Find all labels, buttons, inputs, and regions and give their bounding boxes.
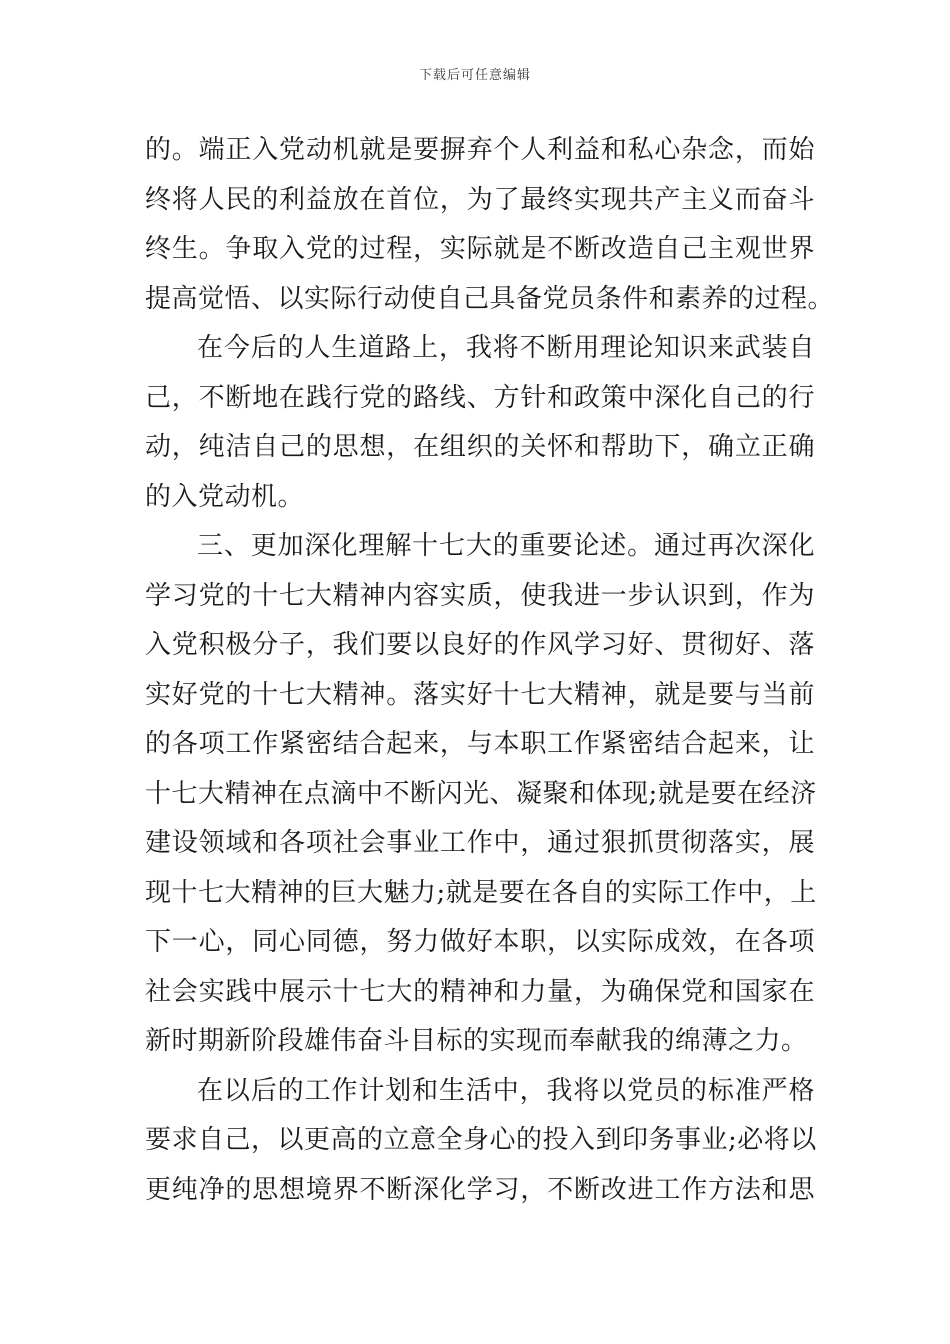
text-line: 在以后的工作计划和生活中，我将以党员的标准严格 [197,1075,815,1106]
text-line: 要求自己，以更高的立意全身心的投入到印务事业;必将以 [145,1125,817,1155]
text-line: 社会实践中展示十七大的精神和力量，为确保党和国家在 [145,976,815,1007]
page-header-note: 下载后可任意编辑 [418,68,531,83]
text-line: 提高觉悟、以实际行动使自己具备党员条件和素养的过程。 [145,283,835,314]
text-line: 更纯净的思想境界不断深化学习，不断改进工作方法和思 [145,1174,815,1205]
text-line: 终将人民的利益放在首位，为了最终实现共产主义而奋斗 [145,184,815,215]
text-line: 十七大精神在点滴中不断闪光、凝聚和体现;就是要在经济 [145,778,817,809]
text-line: 下一心，同心同德，努力做好本职，以实际成效，在各项 [145,927,815,957]
text-line: 三、更加深化理解十七大的重要论述。通过再次深化 [197,531,815,561]
text-line: 动，纯洁自己的思想，在组织的关怀和帮助下，确立正确 [145,432,815,462]
text-line: 的各项工作紧密结合起来，与本职工作紧密结合起来，让 [145,729,815,759]
text-line: 建设领域和各项社会事业工作中，通过狠抓贯彻落实，展 [145,828,815,858]
text-line: 的。端正入党动机就是要摒弃个人利益和私心杂念，而始 [145,135,815,165]
text-line: 己，不断地在践行党的路线、方针和政策中深化自己的行 [145,382,815,413]
text-line: 入党积极分子，我们要以良好的作风学习好、贯彻好、落 [145,630,815,660]
text-line: 实好党的十七大精神。落实好十七大精神，就是要与当前 [145,679,815,710]
text-line: 的入党动机。 [145,481,305,512]
text-line: 在今后的人生道路上，我将不断用理论知识来武装自 [197,333,815,363]
document-body [145,126,835,1215]
text-line: 新时期新阶段雄伟奋斗目标的实现而奉献我的绵薄之力。 [145,1026,808,1056]
text-line: 学习党的十七大精神内容实质，使我进一步认识到，作为 [145,580,815,611]
text-line: 终生。争取入党的过程，实际就是不断改造自己主观世界 [145,234,815,264]
text-line: 现十七大精神的巨大魅力;就是要在各自的实际工作中，上 [145,877,817,908]
